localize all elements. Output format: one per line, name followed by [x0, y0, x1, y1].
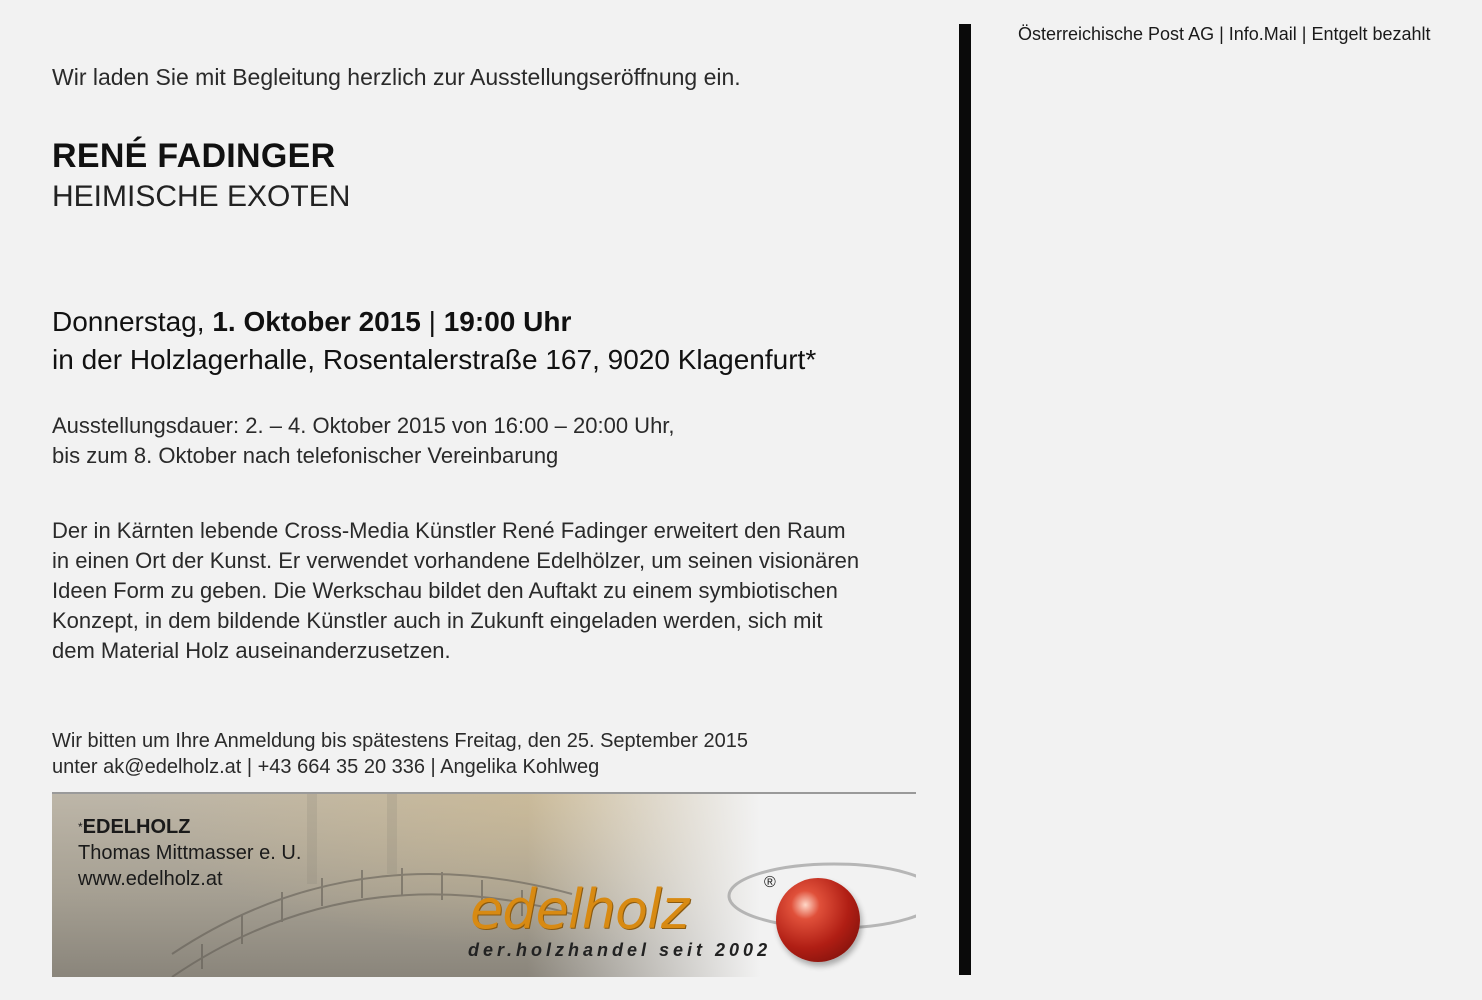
postcard-divider	[959, 24, 971, 975]
description	[52, 516, 922, 666]
exhibition-title: HEIMISCHE EXOTEN	[52, 180, 351, 213]
company-website[interactable]: www.edelholz.at	[78, 868, 223, 890]
rsvp-line: Wir bitten um Ihre Anmeldung bis spätestens Freitag, den 25. September 2015	[52, 730, 748, 752]
date-separator: |	[428, 306, 436, 337]
logo-ball-icon	[776, 878, 860, 962]
event-time: 19:00 Uhr	[443, 306, 572, 337]
exhibition-duration	[52, 411, 675, 471]
description-line: dem Material Holz auseinanderzusetzen.	[52, 638, 451, 663]
description-line: Ideen Form zu geben. Die Werkschau bildet den Auftakt zu einem symbiotischen	[52, 578, 838, 603]
duration-line: Ausstellungsdauer: 2. – 4. Oktober 2015 von 16:00 – 20:00 Uhr,	[52, 413, 675, 438]
rsvp-line: unter ak@edelholz.at | +43 664 35 20 336 | Angelika Kohlweg	[52, 756, 600, 778]
footnote-star: *	[78, 820, 83, 834]
footer-banner	[52, 792, 916, 977]
description-line: in einen Ort der Kunst. Er verwendet vorhandene Edelhölzer, um seinen visionären	[52, 548, 860, 573]
artist-name: RENÉ FADINGER	[52, 137, 336, 175]
duration-line: bis zum 8. Oktober nach telefonischer Vereinbarung	[52, 443, 559, 468]
event-date: 1. Oktober 2015	[212, 306, 421, 337]
company-name: EDELHOLZ	[82, 816, 191, 838]
date-line	[52, 306, 571, 338]
company-address	[78, 814, 301, 892]
registered-mark: ®	[764, 874, 776, 891]
description-line: Der in Kärnten lebende Cross-Media Künstler René Fadinger erweitert den Raum	[52, 518, 846, 543]
logo-wordmark: edelholz	[470, 878, 689, 941]
intro-text: Wir laden Sie mit Begleitung herzlich zur Ausstellungseröffnung ein.	[52, 64, 741, 90]
venue-line: in der Holzlagerhalle, Rosentalerstraße 167, 9020 Klagenfurt*	[52, 344, 817, 375]
edelholz-logo	[464, 856, 916, 976]
date-weekday: Donnerstag,	[52, 306, 205, 337]
description-line: Konzept, in dem bildende Künstler auch in Zukunft eingeladen werden, sich mit	[52, 608, 823, 633]
company-owner: Thomas Mittmasser e. U.	[78, 842, 302, 864]
postage-indicia: Österreichische Post AG | Info.Mail | Entgelt bezahlt	[1018, 24, 1431, 44]
rsvp-info	[52, 728, 748, 780]
logo-tagline: der.holzhandel seit 2002	[468, 940, 772, 960]
